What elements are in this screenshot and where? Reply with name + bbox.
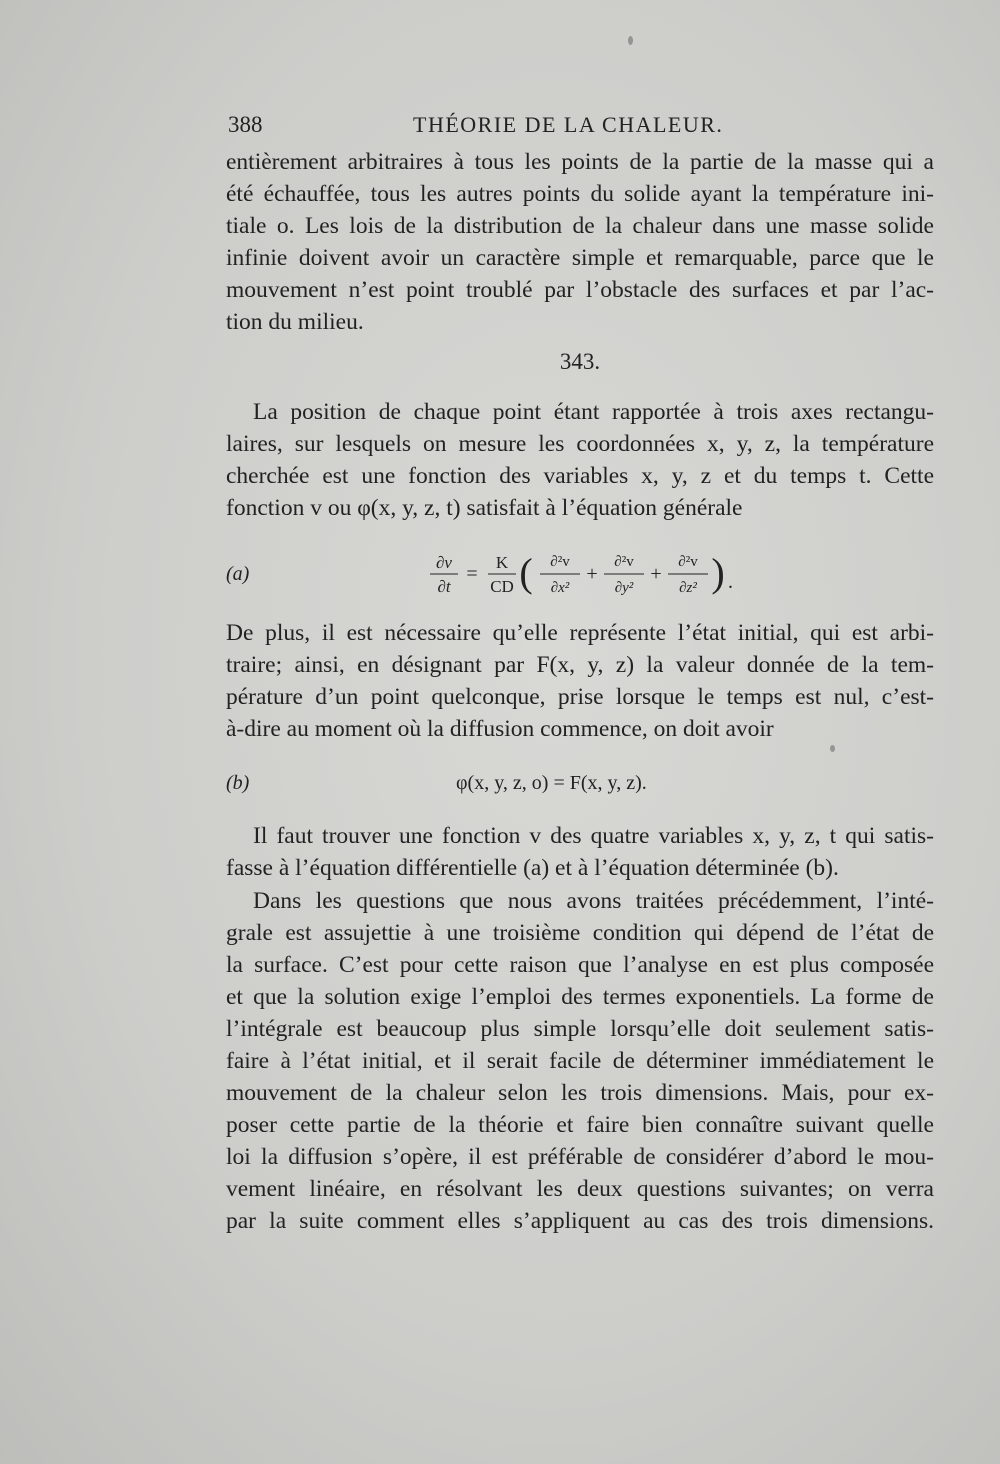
- heat-equation-formula: [426, 548, 746, 600]
- text-line: été échauffée, tous les autres points du solide ayant la température ini-: [226, 181, 934, 207]
- equation-a: [226, 548, 934, 600]
- text-line: l’intégrale est beaucoup plus simple lorsqu’elle doit seulement satis-: [226, 1016, 934, 1042]
- text-line: grale est assujettie à une troisième condition qui dépend de l’état de: [226, 920, 934, 946]
- term-x-numerator: ∂²v: [550, 554, 570, 570]
- text-line: poser cette partie de la théorie et faire bien connaître suivant quelle: [226, 1112, 934, 1138]
- term-y-denominator: ∂y²: [614, 580, 634, 596]
- running-title: THÉORIE DE LA CHALEUR.: [413, 112, 724, 137]
- text-line: la surface. C’est pour cette raison que l’analyse en est plus composée: [226, 952, 934, 978]
- text-line: laires, sur lesquels on mesure les coordonnées x, y, z, la température: [226, 431, 934, 457]
- text-line: mouvement n’est point troublé par l’obstacle des surfaces et par l’ac-: [226, 277, 934, 303]
- text-line: La position de chaque point étant rapportée à trois axes rectangu-: [253, 399, 934, 425]
- text-line: fasse à l’équation différentielle (a) et à l’équation déterminée (b).: [226, 855, 839, 881]
- text-line: faire à l’état initial, et il serait facile de déterminer immédiatement le: [226, 1048, 934, 1074]
- text-line: mouvement de la chaleur selon les trois dimensions. Mais, pour ex-: [226, 1080, 934, 1106]
- text-line: De plus, il est nécessaire qu’elle représente l’état initial, qui est arbi-: [226, 620, 934, 646]
- text-line: entièrement arbitraires à tous les points de la partie de la masse qui a: [226, 149, 934, 175]
- paragraph-5: [226, 885, 934, 1237]
- plus-sign: +: [586, 563, 598, 585]
- equation-b: [226, 770, 934, 800]
- paragraph-4: [226, 820, 934, 884]
- term-z-denominator: ∂z²: [679, 580, 697, 596]
- text-line: loi la diffusion s’opère, il est préférable de considérer d’abord le mou-: [226, 1144, 934, 1170]
- term-y-numerator: ∂²v: [614, 554, 634, 570]
- paragraph-3: [226, 617, 934, 745]
- term-x-denominator: ∂x²: [550, 580, 570, 596]
- text-line: vement linéaire, en résolvant les deux questions suivantes; on verra: [226, 1176, 934, 1202]
- initial-condition-formula: φ(x, y, z, o) = F(x, y, z).: [456, 772, 647, 794]
- equation-label: (b): [226, 772, 250, 794]
- term-z-numerator: ∂²v: [678, 554, 698, 570]
- page-header: [228, 112, 940, 148]
- text-line: fonction v ou φ(x, y, z, t) satisfait à l’équation générale: [226, 495, 743, 521]
- close-parenthesis: ): [711, 550, 725, 595]
- coefficient-denominator: CD: [490, 577, 514, 596]
- ink-spot: [830, 745, 835, 752]
- text-line: et que la solution exige l’emploi des termes exponentiels. La forme de: [226, 984, 934, 1010]
- coefficient-numerator: K: [495, 553, 509, 572]
- text-line: traire; ainsi, en désignant par F(x, y, z) la valeur donnée de la tem-: [226, 652, 934, 678]
- text-line: tion du milieu.: [226, 309, 364, 335]
- text-line: Il faut trouver une fonction v des quatre variables x, y, z, t qui satis-: [253, 823, 934, 849]
- text-line: infinie doivent avoir un caractère simple et remarquable, parce que le: [226, 245, 934, 271]
- equation-label: (a): [226, 563, 250, 585]
- text-line: Dans les questions que nous avons traitées précédemment, l’inté-: [253, 888, 934, 914]
- page-number: 388: [228, 112, 263, 137]
- lhs-numerator: ∂v: [436, 553, 452, 572]
- plus-sign: +: [650, 563, 662, 585]
- paragraph-1: [226, 146, 934, 338]
- open-parenthesis: (: [519, 550, 533, 595]
- text-line: cherchée est une fonction des variables x, y, z et du temps t. Cette: [226, 463, 934, 489]
- ink-spot: [628, 36, 633, 45]
- final-period: .: [728, 571, 733, 593]
- paragraph-2: [226, 396, 934, 524]
- text-line: à-dire au moment où la diffusion commence, on doit avoir: [226, 716, 774, 742]
- text-line: pérature d’un point quelconque, prise lorsque le temps est nul, c’est-: [226, 684, 934, 710]
- section-number: 343.: [559, 349, 601, 374]
- equals-sign: =: [466, 563, 478, 585]
- lhs-denominator: ∂t: [437, 577, 451, 596]
- text-line: par la suite comment elles s’appliquent au cas des trois dimensions.: [226, 1208, 934, 1234]
- text-line: tiale o. Les lois de la distribution de la chaleur dans une masse solide: [226, 213, 934, 239]
